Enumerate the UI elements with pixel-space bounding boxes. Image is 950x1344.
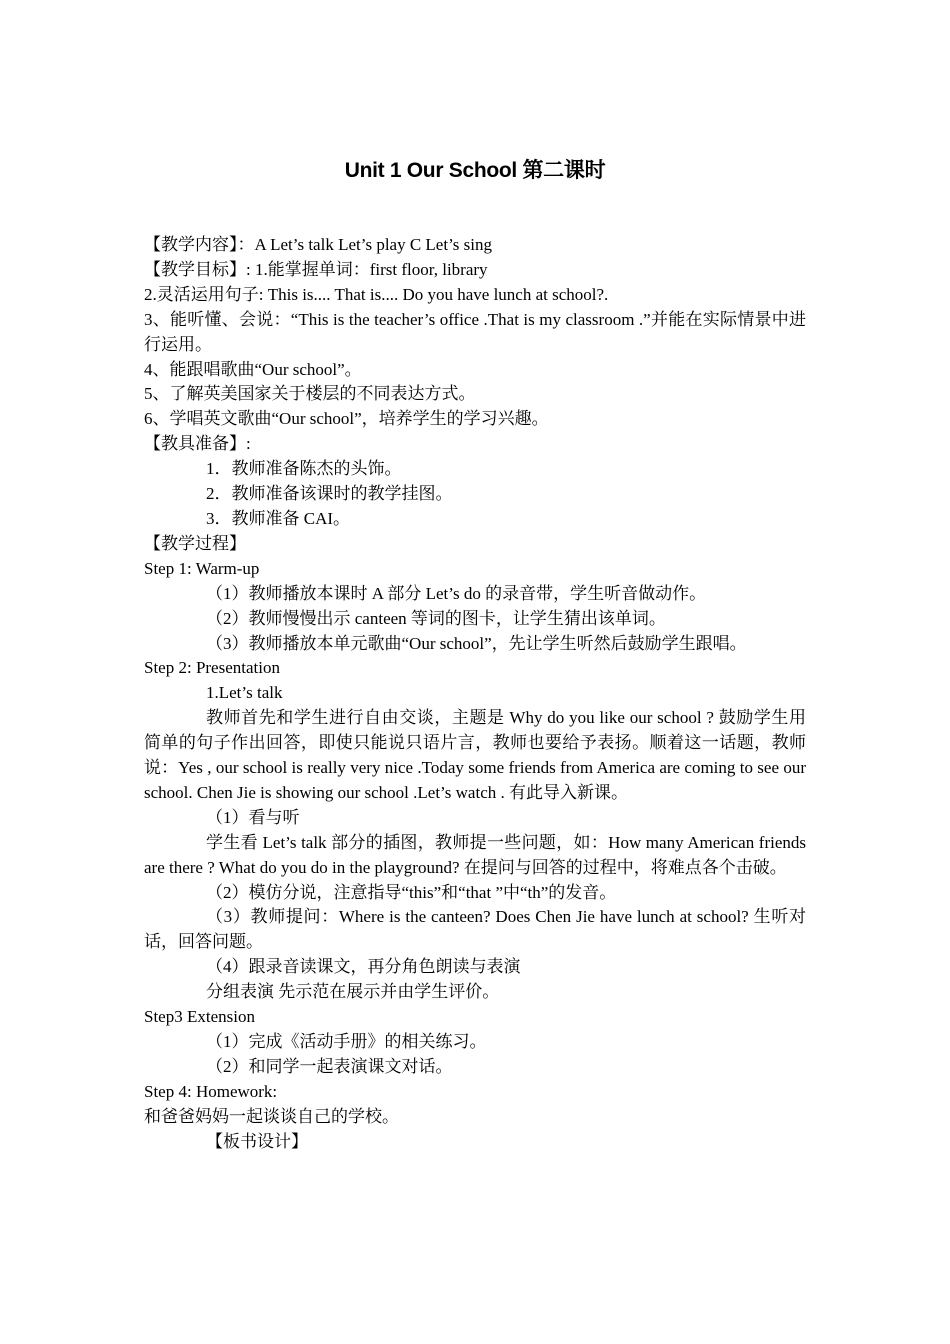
step-1-item-2: （2）教师慢慢出示 canteen 等词的图卡，让学生猜出该单词。 xyxy=(206,608,666,628)
process-heading: 【教学过程】 xyxy=(144,533,246,553)
group-performance-line: 分组表演 先示范在展示并由学生评价。 xyxy=(206,982,500,1002)
step-3-item-2: （2）和同学一起表演课文对话。 xyxy=(206,1056,453,1076)
prep-heading: 【教具准备】: xyxy=(144,434,251,454)
goal-2-line: 2.灵活运用句子: This is.... That is.... Do you have lunch at school?. xyxy=(144,284,609,304)
homework-line: 和爸爸妈妈一起谈谈自己的学校。 xyxy=(144,1106,399,1126)
goal-4-line: 4、能跟唱歌曲“Our school”。 xyxy=(144,359,362,379)
step-2-item-2: （2）模仿分说，注意指导“this”和“that ”中“th”的发音。 xyxy=(206,882,617,902)
step-2-item-4: （4）跟录音读课文，再分角色朗读与表演 xyxy=(206,957,521,977)
step-2-item-3: （3）教师提问：Where is the canteen? Does Chen Jie have lunch at school? 生听对话，回答问题。 xyxy=(144,907,806,952)
teaching-goal-line: 【教学目标】: 1.能掌握单词：first floor, library xyxy=(144,259,488,279)
document-body xyxy=(144,233,806,1155)
page-title: Unit 1 Our School 第二课时 xyxy=(344,159,606,182)
step-3-heading: Step3 Extension xyxy=(144,1007,255,1027)
look-listen-paragraph: 学生看 Let’s talk 部分的插图，教师提一些问题，如：How many American friends are there ? What do you do in the playground? 在提问与回答的过程中，将难点各个击破。 xyxy=(144,832,806,877)
prep-item-1: 1．教师准备陈杰的头饰。 xyxy=(206,459,402,479)
prep-item-3: 3．教师准备 CAI。 xyxy=(206,508,351,528)
step-4-heading: Step 4: Homework: xyxy=(144,1081,278,1101)
step-1-item-1: （1）教师播放本课时 A 部分 Let’s do 的录音带，学生听音做动作。 xyxy=(206,583,707,603)
goal-3-line: 3、能听懂、会说：“This is the teacher’s office .That is my classroom .”并能在实际情景中进行运用。 xyxy=(144,309,806,354)
teaching-content-line: 【教学内容】：A Let’s talk Let’s play C Let’s sing xyxy=(144,235,493,254)
board-design-heading: 【板书设计】 xyxy=(206,1131,308,1151)
step-2-item-1: （1）看与听 xyxy=(206,807,300,827)
step-2-heading: Step 2: Presentation xyxy=(144,658,280,678)
goal-5-line: 5、了解英美国家关于楼层的不同表达方式。 xyxy=(144,384,476,404)
step-3-item-1: （1）完成《活动手册》的相关练习。 xyxy=(206,1032,487,1051)
step-1-item-3: （3）教师播放本单元歌曲“Our school”，先让学生听然后鼓励学生跟唱。 xyxy=(206,633,747,653)
step-1-heading: Step 1: Warm-up xyxy=(144,558,260,578)
presentation-paragraph: 教师首先和学生进行自由交谈，主题是 Why do you like our school ? 鼓励学生用简单的句子作出回答，即使只能说只语片言，教师也要给予表扬。顺着这一话题，教师说：Yes , our school is really very nice .Today some friends from America are coming to see our school. Chen Jie is showing our school .Let’s watch . 有此导入新课。 xyxy=(144,708,806,802)
goal-6-line: 6、学唱英文歌曲“Our school”，培养学生的学习兴趣。 xyxy=(144,409,549,429)
prep-item-2: 2．教师准备该课时的教学挂图。 xyxy=(206,484,453,504)
lets-talk-heading: 1.Let’s talk xyxy=(206,683,283,703)
